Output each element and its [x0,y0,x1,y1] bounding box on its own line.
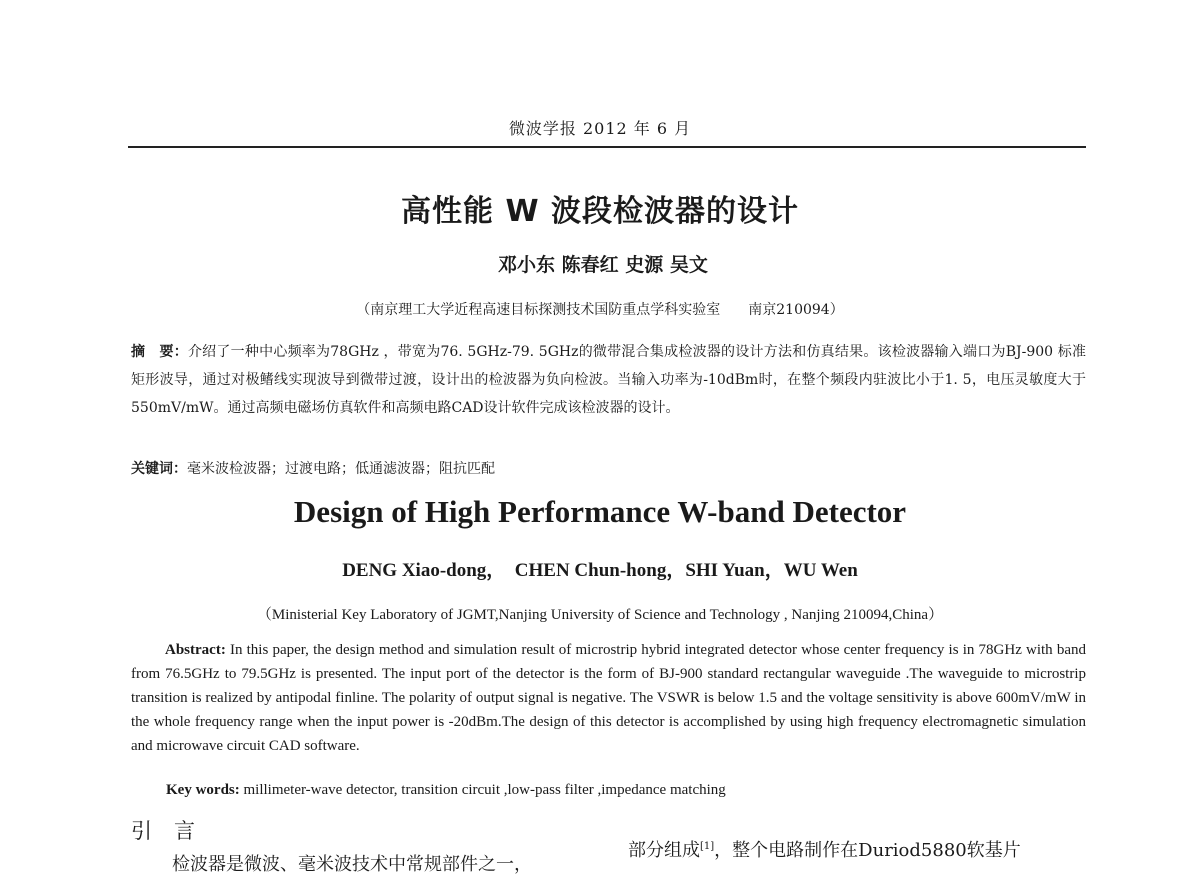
chinese-abstract-label: 摘 要： [131,344,188,360]
english-abstract-label: Abstract: [165,642,226,658]
chinese-abstract-text: 介绍了一种中心频率为78GHz ，带宽为76. 5GHz-79. 5GHz的微带混合集成检波器的设计方法和仿真结果。该检波器输入端口为BJ-900 标准矩形波导，通过对极鳍线实现波导到微带过渡，设计出的检波器为负向检波。当输入功率为-10dBm时，在整个频段内驻波比小于1. 5，电压灵敏度大于550mV/mW。通过高频电磁场仿真软件和高频电路CAD设计软件完成该检波器的设计。 [131,344,1086,416]
chinese-affiliation: （南京理工大学近程高速目标探测技术国防重点学科实验室 南京210094） [356,302,844,318]
english-title: Design of High Performance W-band Detector [293,494,907,529]
english-abstract [131,638,1086,758]
right-column-text-before: 部分组成 [628,840,700,861]
citation-reference: [1] [700,841,715,852]
english-abstract-text: In this paper, the design method and simulation result of microstrip hybrid integrated detector whose center frequency is in 78GHz with band from 76.5GHz to 79.5GHz is presented. The input port of the detector is the form of BJ-900 standard rectangular waveguide .The waveguide to microstrip transition is realized by antipodal finline. The polarity of output signal is negative. The VSWR is below 1.5 and the voltage sensitivity is above 600mV/mW in the whole frequency range when the input power is -20dBm.The design of this detector is accomplished by using high frequency electromagnetic simulation and microwave circuit CAD software. [131,642,1086,754]
english-keywords [166,782,726,799]
english-keywords-text: millimeter-wave detector, transition circuit ,low-pass filter ,impedance matching [243,782,726,798]
english-affiliation: （Ministerial Key Laboratory of JGMT,Nanjing University of Science and Technology , Nanjing 210094,China） [256,607,944,623]
body-left-column-text: 检波器是微波、毫米波技术中常规部件之一， [172,854,532,875]
chinese-keywords-label: 关键词： [131,461,187,477]
right-column-text-after: ，整个电路制作在Duriod5880软基片 [714,840,1021,861]
section-heading-introduction: 引言 [131,819,217,843]
journal-header: 微波学报 2012 年 6 月 [508,119,692,138]
chinese-abstract [131,338,1086,422]
english-keywords-label: Key words: [166,782,240,798]
chinese-keywords-text: 毫米波检波器；过渡电路；低通滤波器；阻抗匹配 [187,461,495,477]
chinese-keywords [131,458,495,478]
chinese-authors: 邓小东 陈春红 史源 吴文 [498,254,708,276]
header-rule [128,146,1086,148]
english-authors: DENG Xiao-dong， CHEN Chun-hong，SHI Yuan，WU Wen [342,560,858,581]
chinese-title: 高性能 W 波段检波器的设计 [401,194,799,229]
body-right-column-text [628,836,1021,862]
